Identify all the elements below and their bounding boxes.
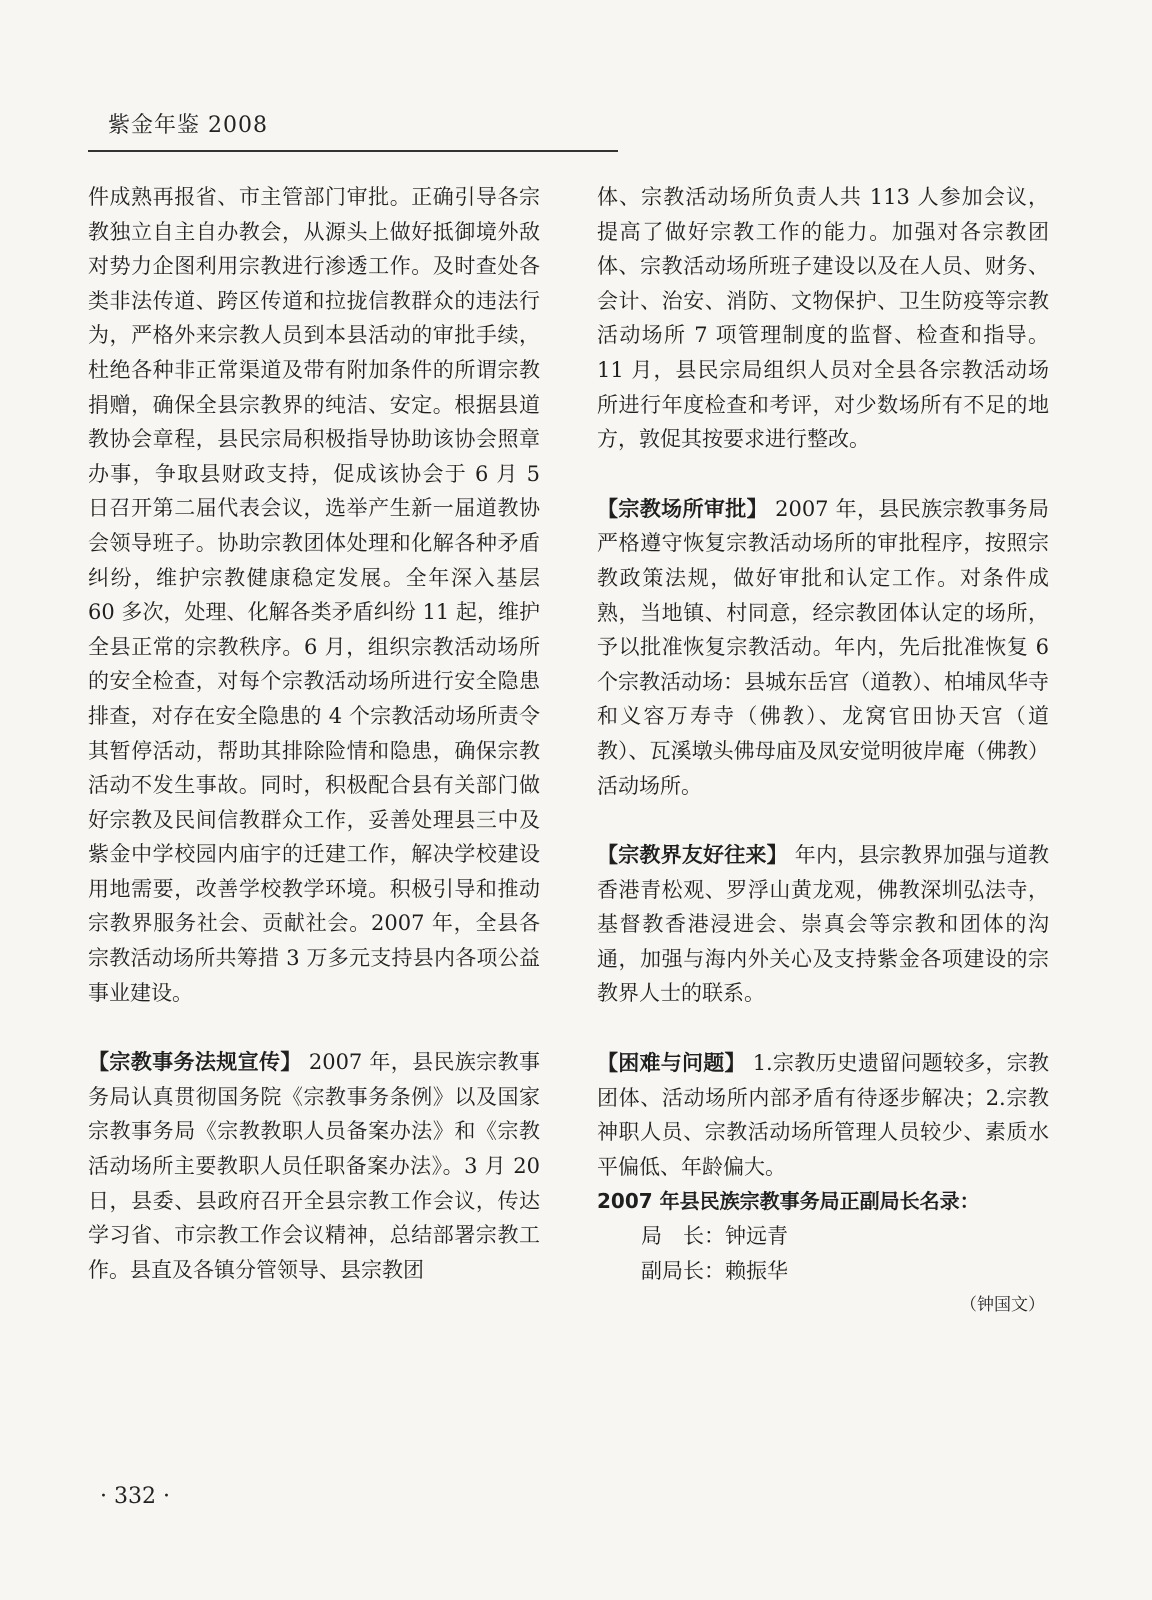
paragraph-gap — [597, 803, 1049, 838]
running-title: 紫金年鉴 2008 — [108, 113, 268, 138]
section-text: 年内，县宗教界加强与道教香港青松观、罗浮山黄龙观，佛教深圳弘法寺，基督教香港浸进会、崇真会等宗教和团体的沟通，加强与海内外关心及支持紫金各项建设的宗教界人士的联系。 — [597, 843, 1049, 1006]
section-heading: 【困难与问题】 — [597, 1051, 746, 1076]
body-paragraph: 体、宗教活动场所负责人共 113 人参加会议，提高了做好宗教工作的能力。加强对各宗教团体、宗教活动场所班子建设以及在人员、财务、会计、治安、消防、文物保护、卫生防疫等宗教活动场所 7 项管理制度的监督、检查和指导。11 月，县民宗局组织人员对全县各宗教活动场所进行年度检查和考评，对少数场所有不足的地方，敦促其按要求进行整改。 — [597, 185, 1049, 452]
section-text: 1.宗教历史遗留问题较多，宗教团体、活动场所内部矛盾有待逐步解决；2.宗教神职人员、宗教活动场所管理人员较少、素质水平偏低、年龄偏大。 — [597, 1051, 1049, 1179]
section-heading: 【宗教场所审批】 — [597, 496, 769, 521]
paragraph-gap — [597, 1011, 1049, 1046]
roster-deputy-director: 副局长：赖振华 — [641, 1258, 788, 1283]
right-column — [597, 180, 1049, 1323]
section-heading: 【宗教事务法规宣传】 — [88, 1050, 302, 1075]
section-text: 2007 年，县民族宗教事务局严格遵守恢复宗教活动场所的审批程序，按照宗教政策法规，做好审批和认定工作。对条件成熟，当地镇、村同意，经宗教团体认定的场所，予以批准恢复宗教活动。年内，先后批准恢复 6 个宗教活动场：县城东岳宫（道教）、柏埔凤华寺和义容万寿寺（佛教）、龙窝官田协天宫（道教）、瓦溪墩头佛母庙及凤安觉明彼岸庵（佛教）活动场所。 — [597, 496, 1050, 798]
section-heading: 【宗教界友好往来】 — [597, 843, 788, 868]
section-text: 2007 年，县民族宗教事务局认真贯彻国务院《宗教事务条例》以及国家宗教事务局《宗教教职人员备案办法》和《宗教活动场所主要教职人员任职备案办法》。3 月 20 日，县委、县政府召开全县宗教工作会议，传达学习省、市宗教工作会议精神，总结部署宗教工作。县直及各镇分管领导、县宗教团 — [88, 1050, 541, 1282]
paragraph-gap — [597, 457, 1049, 492]
roster-title: 2007 年县民族宗教事务局正副局长名录： — [597, 1189, 980, 1214]
section-paragraph — [597, 838, 1049, 1011]
body-paragraph: 件成熟再报省、市主管部门审批。正确引导各宗教独立自主自办教会，从源头上做好抵御境外敌对势力企图利用宗教进行渗透工作。及时查处各类非法传道、跨区传道和拉拢信教群众的违法行为，严格外来宗教人员到本县活动的审批手续，杜绝各种非正常渠道及带有附加条件的所谓宗教捐赠，确保全县宗教界的纯洁、安定。根据县道教协会章程，县民宗局积极指导协助该协会照章办事，争取县财政支持，促成该协会于 6 月 5 日召开第二届代表会议，选举产生新一届道教协会领导班子。协助宗教团体处理和化解各种矛盾纠纷，维护宗教健康稳定发展。全年深入基层 60 多次，处理、化解各类矛盾纠纷 11 起，维护全县正常的宗教秩序。6 月，组织宗教活动场所的安全检查，对每个宗教活动场所进行安全隐患排查，对存在安全隐患的 4 个宗教活动场所责令其暂停活动，帮助其排除险情和隐患，确保宗教活动不发生事故。同时，积极配合县有关部门做好宗教及民间信教群众工作，妥善处理县三中及紫金中学校园内庙宇的迁建工作，解决学校建设用地需要，改善学校教学环境。积极引导和推动宗教界服务社会、贡献社会。2007 年，全县各宗教活动场所共筹措 3 万多元支持县内各项公益事业建设。 — [88, 185, 540, 1005]
page-number: · 332 · — [100, 1484, 170, 1509]
section-paragraph — [88, 1045, 540, 1287]
section-paragraph — [597, 1046, 1049, 1184]
left-column — [88, 180, 540, 1287]
roster-director: 局 长：钟远青 — [641, 1224, 788, 1249]
section-paragraph — [597, 492, 1049, 803]
author-credit: （钟国文） — [960, 1295, 1045, 1316]
header-rule — [88, 150, 618, 152]
paragraph-gap — [88, 1010, 540, 1045]
